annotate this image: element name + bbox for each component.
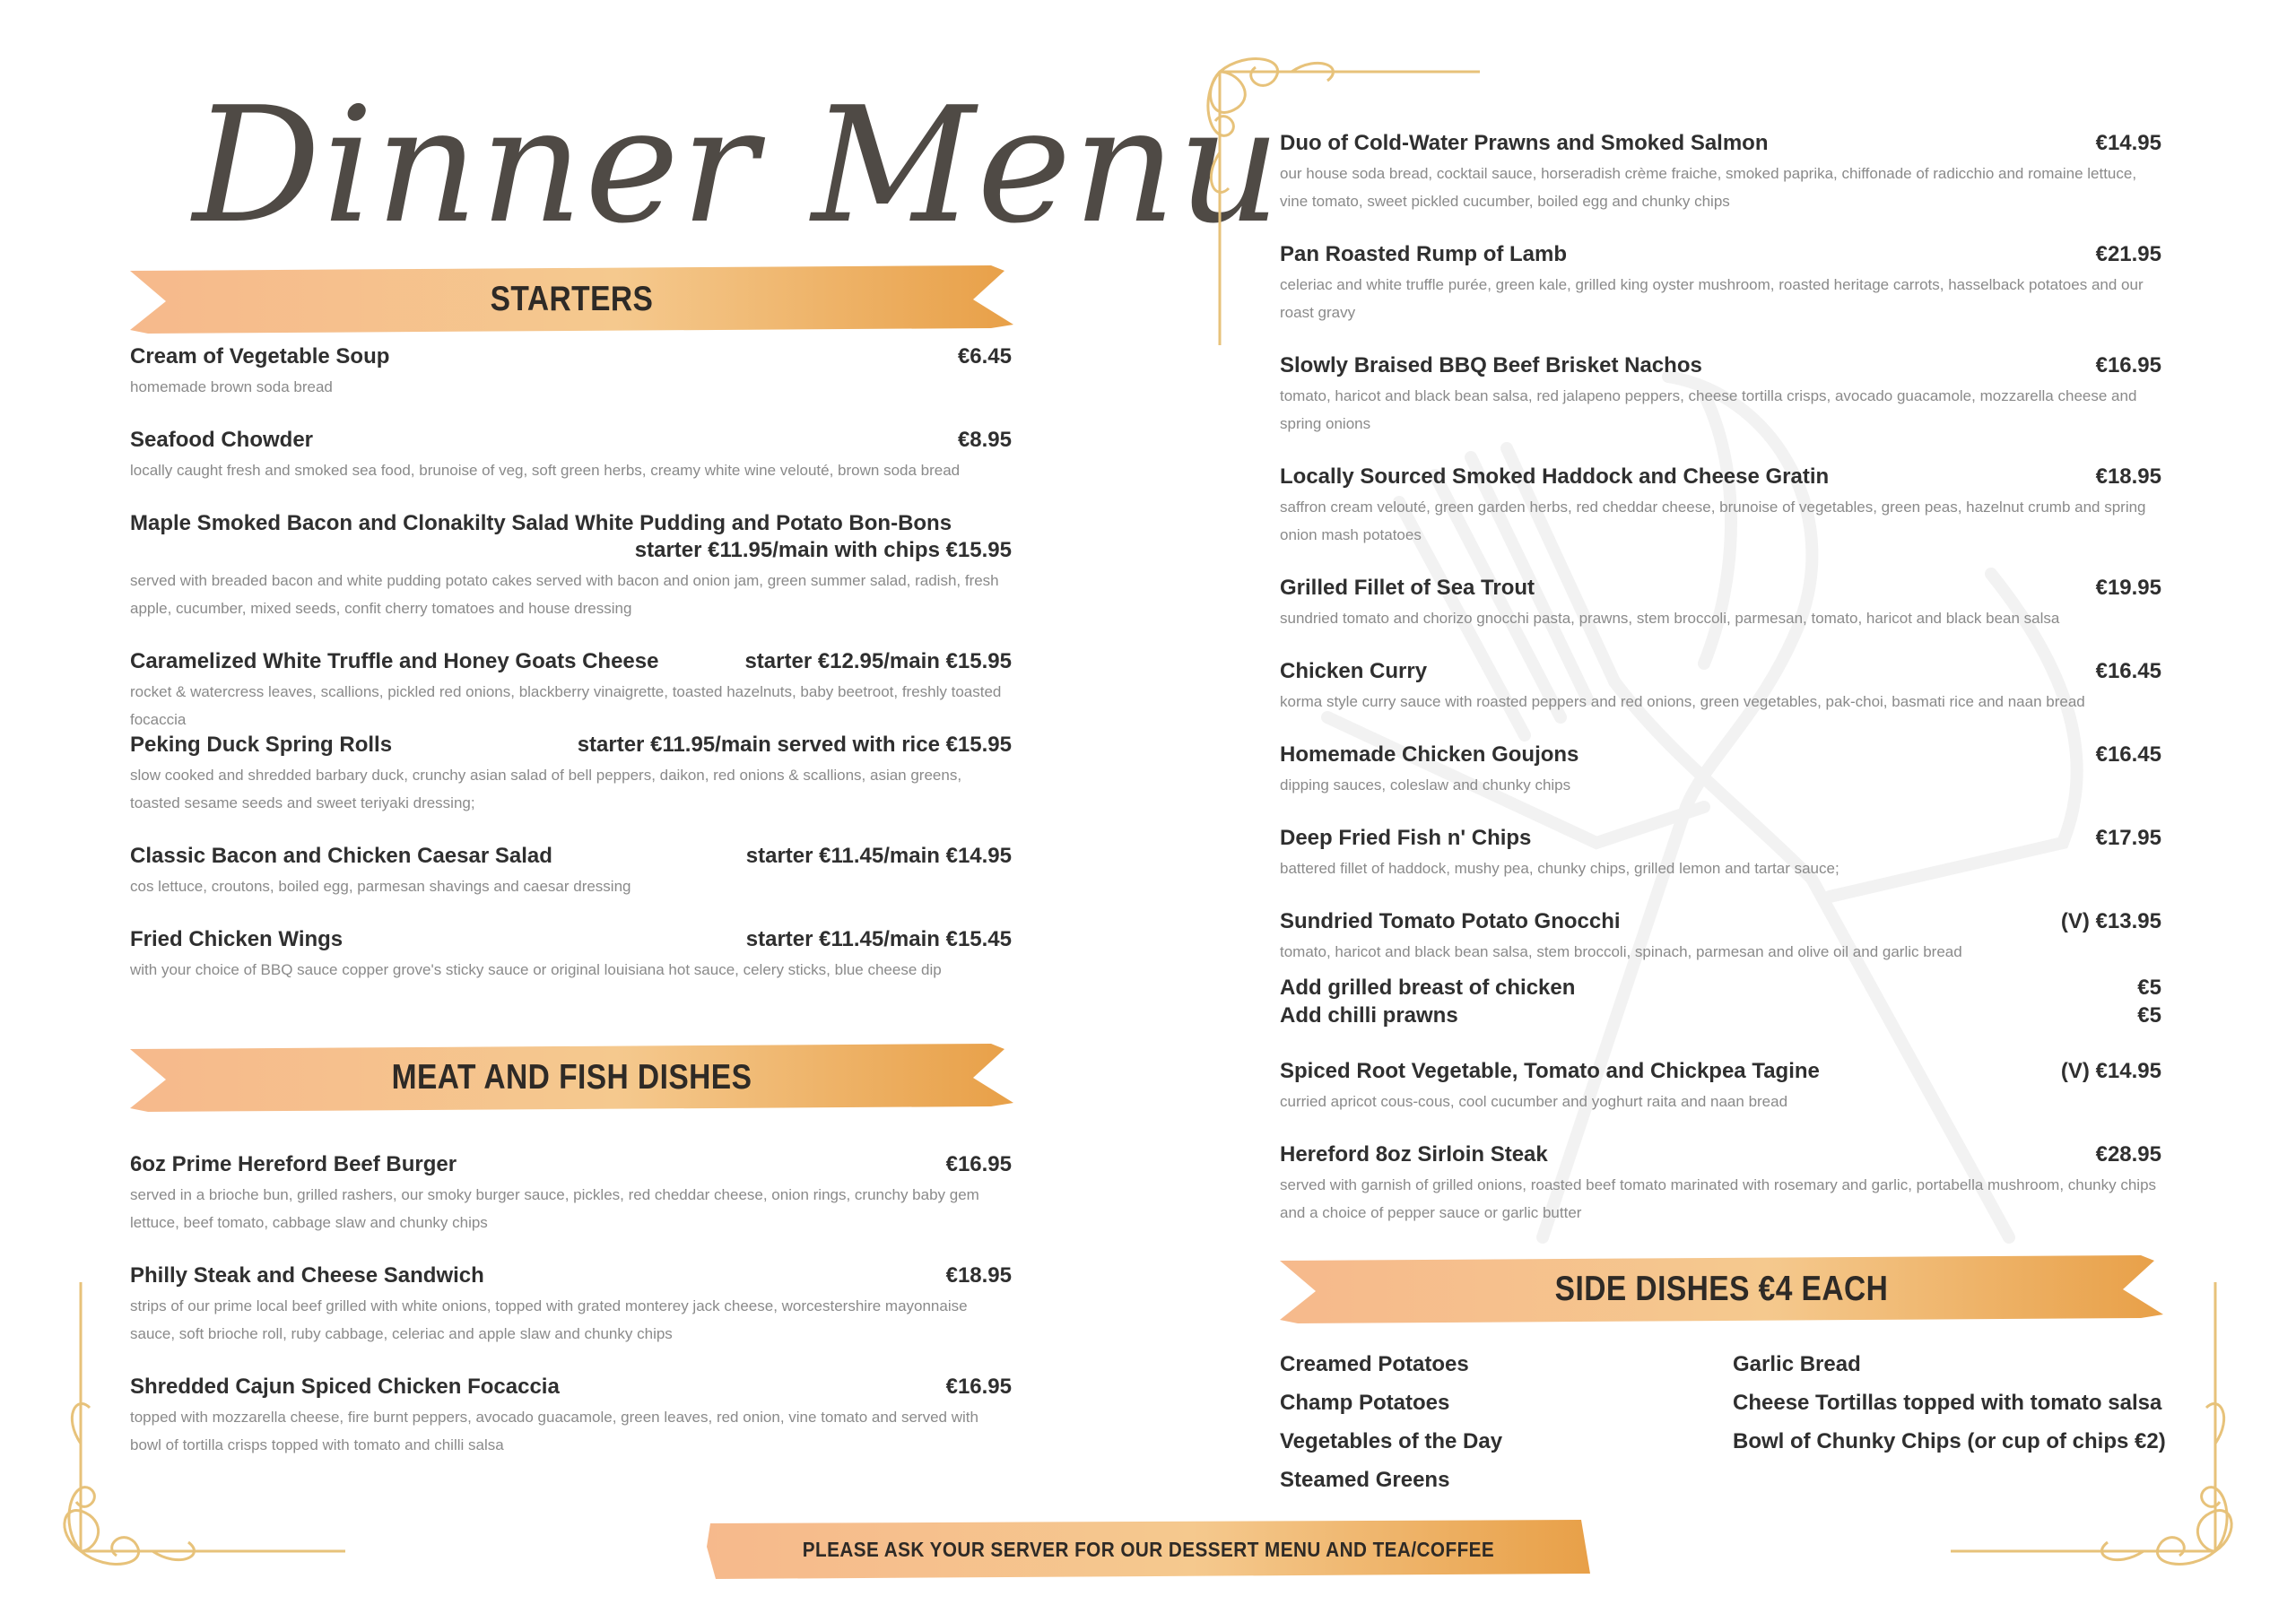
list-item	[130, 844, 1012, 900]
item-description: served in a brioche bun, grilled rashers, our smoky burger sauce, pickles, red cheddar cheese, onion rings, crunchy baby gem lettuce, beef tomato, cabbage slaw and chunky chips	[130, 1186, 979, 1231]
starters-banner	[130, 265, 1013, 334]
item-price: €18.95	[945, 1263, 1012, 1288]
starters-list	[130, 344, 1012, 990]
item-description: battered fillet of haddock, mushy pea, chunky chips, grilled lemon and tartar sauce;	[1280, 860, 1839, 877]
item-price: €28.95	[2095, 1142, 2161, 1167]
item-description: our house soda bread, cocktail sauce, horseradish crème fraiche, smoked paprika, chiffonade of radicchio and romaine lettuce, vine tomato, sweet pickled cucumber, boiled egg and chunky chips	[1280, 165, 2137, 210]
side-dishes-heading: SIDE DISHES €4 EACH	[1554, 1270, 1889, 1308]
list-item	[1280, 576, 2161, 632]
item-price: (V) €13.95	[2060, 909, 2161, 933]
list-item	[130, 428, 1012, 484]
item-description: served with breaded bacon and white pudding potato cakes served with bacon and onion jam, green summer salad, radish, fresh apple, cucumber, mixed seeds, confit cherry tomatoes and house dressing	[130, 572, 999, 617]
item-name: 6oz Prime Hereford Beef Burger	[130, 1152, 457, 1176]
item-name: Grilled Fillet of Sea Trout	[1280, 576, 1535, 600]
item-description: korma style curry sauce with roasted peppers and red onions, green vegetables, pak-choi, basmati rice and naan bread	[1280, 693, 2085, 710]
list-item	[130, 344, 1012, 401]
item-price: €16.95	[945, 1375, 1012, 1399]
item-price: €5	[2137, 976, 2161, 1000]
list-item	[1280, 909, 2161, 966]
item-description: tomato, haricot and black bean salsa, red jalapeno peppers, cheese tortilla crisps, avocado guacamole, mozzarella cheese and spring onions	[1280, 387, 2137, 432]
footer-banner	[707, 1520, 1590, 1579]
item-name: Sundried Tomato Potato Gnocchi	[1280, 909, 1621, 933]
list-item	[1280, 464, 2161, 549]
item-price: €19.95	[2095, 576, 2161, 600]
list-item	[1280, 826, 2161, 882]
starters-heading: STARTERS	[490, 280, 654, 318]
addon-item	[1280, 976, 2161, 1001]
item-name: Pan Roasted Rump of Lamb	[1280, 242, 1568, 266]
page-title: Dinner Menu	[193, 73, 1283, 258]
item-description: with your choice of BBQ sauce copper grove's sticky sauce or original louisiana hot sauce, celery sticks, blue cheese dip	[130, 961, 942, 978]
side-item: Vegetables of the Day	[1280, 1429, 1503, 1453]
meat-fish-heading: MEAT AND FISH DISHES	[391, 1058, 752, 1097]
item-name: Locally Sourced Smoked Haddock and Cheese Gratin	[1280, 464, 1830, 489]
list-item	[1280, 353, 2161, 438]
side-item: Steamed Greens	[1280, 1468, 1450, 1492]
list-item	[130, 511, 1012, 622]
item-name: Chicken Curry	[1280, 659, 1428, 683]
item-name: Classic Bacon and Chicken Caesar Salad	[130, 844, 552, 868]
item-name: Add chilli prawns	[1280, 1003, 1458, 1028]
scroll-ornament-icon	[1946, 1282, 2251, 1578]
list-item	[1280, 659, 2161, 716]
item-price: €14.95	[2095, 131, 2161, 155]
list-item	[1280, 742, 2161, 799]
item-price: €5	[2137, 1003, 2161, 1028]
item-price: €16.95	[945, 1152, 1012, 1176]
item-price: (V) €14.95	[2060, 1059, 2161, 1083]
list-item	[1280, 1142, 2161, 1227]
item-price: €6.45	[957, 344, 1012, 369]
item-name: Maple Smoked Bacon and Clonakilty Salad White Pudding and Potato Bon-Bons	[130, 511, 952, 535]
item-name: Peking Duck Spring Rolls	[130, 733, 393, 757]
item-name: Add grilled breast of chicken	[1280, 976, 1576, 1000]
addon-item	[1280, 1003, 2161, 1028]
scroll-ornament-icon	[1193, 45, 1489, 350]
item-description: tomato, haricot and black bean salsa, stem broccoli, spinach, parmesan and olive oil and garlic bread	[1280, 943, 1962, 960]
item-description: served with garnish of grilled onions, roasted beef tomato marinated with rosemary and garlic, portabella mushroom, chunky chips and a choice of pepper sauce or garlic butter	[1280, 1176, 2157, 1221]
item-price: €17.95	[2095, 826, 2161, 850]
list-item	[130, 927, 1012, 984]
item-description: dipping sauces, coleslaw and chunky chips	[1280, 776, 1571, 794]
list-item	[130, 649, 1012, 733]
item-name: Spiced Root Vegetable, Tomato and Chickpea Tagine	[1280, 1059, 1820, 1083]
meat-fish-banner	[130, 1044, 1013, 1112]
footer-text: PLEASE ASK YOUR SERVER FOR OUR DESSERT MENU AND TEA/COFFEE	[802, 1537, 1495, 1561]
side-item: Cheese Tortillas topped with tomato salsa	[1733, 1391, 2162, 1415]
item-description: homemade brown soda bread	[130, 378, 333, 395]
item-price: €16.95	[2095, 353, 2161, 377]
item-price: starter €12.95/main €15.95	[744, 649, 1012, 673]
side-item: Bowl of Chunky Chips (or cup of chips €2)	[1733, 1429, 2166, 1453]
item-price: €21.95	[2095, 242, 2161, 266]
item-price: €18.95	[2095, 464, 2161, 489]
item-name: Deep Fried Fish n' Chips	[1280, 826, 1532, 850]
item-description: cos lettuce, croutons, boiled egg, parmesan shavings and caesar dressing	[130, 878, 631, 895]
side-item: Creamed Potatoes	[1280, 1352, 1469, 1376]
item-price: starter €11.45/main €14.95	[745, 844, 1012, 868]
item-name: Slowly Braised BBQ Beef Brisket Nachos	[1280, 353, 1702, 377]
item-name: Seafood Chowder	[130, 428, 314, 452]
item-description: slow cooked and shredded barbary duck, crunchy asian salad of bell peppers, daikon, red onions & scallions, asian greens, toasted sesame seeds and sweet teriyaki dressing;	[130, 767, 962, 811]
side-item: Garlic Bread	[1733, 1352, 1861, 1376]
list-item	[1280, 1059, 2161, 1115]
item-description: strips of our prime local beef grilled with white onions, topped with grated monterey jack cheese, worcestershire mayonnaise sauce, soft brioche roll, ruby cabbage, celeriac and apple slaw and chunky chips	[130, 1297, 968, 1342]
item-price: €8.95	[957, 428, 1012, 452]
item-description: saffron cream velouté, green garden herbs, red cheddar cheese, brunoise of vegetables, green peas, hazelnut crumb and spring onion mash potatoes	[1280, 499, 2146, 543]
list-item	[130, 1152, 1012, 1236]
side-item: Champ Potatoes	[1280, 1391, 1450, 1415]
item-name: Caramelized White Truffle and Honey Goats Cheese	[130, 649, 659, 673]
item-price: starter €11.95/main with chips €15.95	[634, 538, 1012, 562]
item-price: starter €11.95/main served with rice €15.95	[577, 733, 1012, 757]
item-description: rocket & watercress leaves, scallions, pickled red onions, blackberry vinaigrette, toasted hazelnuts, baby beetroot, freshly toasted focaccia	[130, 683, 1002, 728]
item-price: €16.45	[2095, 742, 2161, 767]
item-description: topped with mozzarella cheese, fire burnt peppers, avocado guacamole, green leaves, red onion, vine tomato and served with bowl of tortilla crisps topped with tomato and chilli salsa	[130, 1409, 978, 1453]
item-price: €16.45	[2095, 659, 2161, 683]
item-name: Duo of Cold-Water Prawns and Smoked Salmon	[1280, 131, 1769, 155]
item-name: Homemade Chicken Goujons	[1280, 742, 1579, 767]
item-name: Fried Chicken Wings	[130, 927, 344, 951]
item-description: sundried tomato and chorizo gnocchi pasta, prawns, stem broccoli, parmesan, tomato, haricot and black bean salsa	[1280, 610, 2060, 627]
item-name: Shredded Cajun Spiced Chicken Focaccia	[130, 1375, 560, 1399]
item-name: Philly Steak and Cheese Sandwich	[130, 1263, 484, 1288]
scroll-ornament-icon	[45, 1282, 350, 1578]
item-description: locally caught fresh and smoked sea food, brunoise of veg, soft green herbs, creamy white wine velouté, brown soda bread	[130, 462, 961, 479]
item-description: celeriac and white truffle purée, green kale, grilled king oyster mushroom, roasted heritage carrots, hasselback potatoes and our roast gravy	[1280, 276, 2144, 321]
item-name: Cream of Vegetable Soup	[130, 344, 390, 369]
item-name: Hereford 8oz Sirloin Steak	[1280, 1142, 1548, 1167]
list-item	[130, 733, 1012, 817]
item-price: starter €11.45/main €15.45	[745, 927, 1012, 951]
item-description: curried apricot cous-cous, cool cucumber and yoghurt raita and naan bread	[1280, 1093, 1788, 1110]
